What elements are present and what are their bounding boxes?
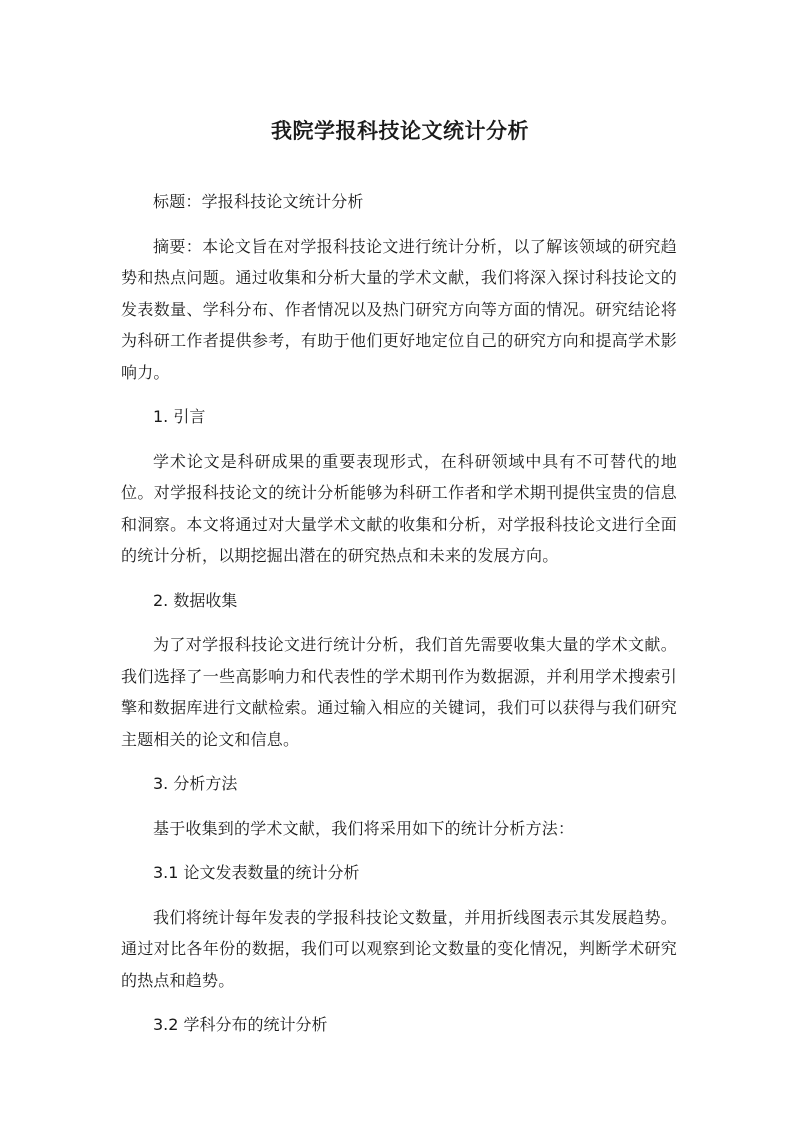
title-line: 标题：学报科技论文统计分析 [153, 192, 364, 211]
data-collection-paragraph: 为了对学报科技论文进行统计分析，我们首先需要收集大量的学术文献。我们选择了一些高影响力和代表性的学术期刊作为数据源，并利用学术搜索引擎和数据库进行文献检索。通过输入相应的关键词，我们可以获得与我们研究主题相关的论文和信息。 [121, 635, 677, 749]
section-heading-analysis-methods: 3. 分析方法 [153, 774, 238, 793]
subsection-heading-publication-count: 3.1 论文发表数量的统计分析 [153, 863, 360, 882]
introduction-paragraph: 学术论文是科研成果的重要表现形式，在科研领域中具有不可替代的地位。对学报科技论文的统计分析能够为科研工作者和学术期刊提供宝贵的信息和洞察。本文将通过对大量学术文献的收集和分析，对学报科技论文进行全面的统计分析，以期挖掘出潜在的研究热点和未来的发展方向。 [121, 451, 677, 565]
document-body [121, 186, 677, 1054]
analysis-methods-paragraph: 基于收集到的学术文献，我们将采用如下的统计分析方法： [153, 818, 575, 838]
subsection-heading-discipline-distribution: 3.2 学科分布的统计分析 [153, 1015, 328, 1034]
section-heading-introduction: 1. 引言 [153, 407, 206, 426]
document-title: 我院学报科技论文统计分析 [271, 119, 529, 143]
abstract-paragraph: 摘要：本论文旨在对学报科技论文进行统计分析，以了解该领域的研究趋势和热点问题。通过收集和分析大量的学术文献，我们将深入探讨科技论文的发表数量、学科分布、作者情况以及热门研究方向等方面的情况。研究结论将为科研工作者提供参考，有助于他们更好地定位自己的研究方向和提高学术影响力。 [121, 236, 677, 382]
section-heading-data-collection: 2. 数据收集 [153, 590, 238, 610]
publication-count-paragraph: 我们将统计每年发表的学报科技论文数量，并用折线图表示其发展趋势。通过对比各年份的数据，我们可以观察到论文数量的变化情况，判断学术研究的热点和趋势。 [121, 907, 677, 990]
